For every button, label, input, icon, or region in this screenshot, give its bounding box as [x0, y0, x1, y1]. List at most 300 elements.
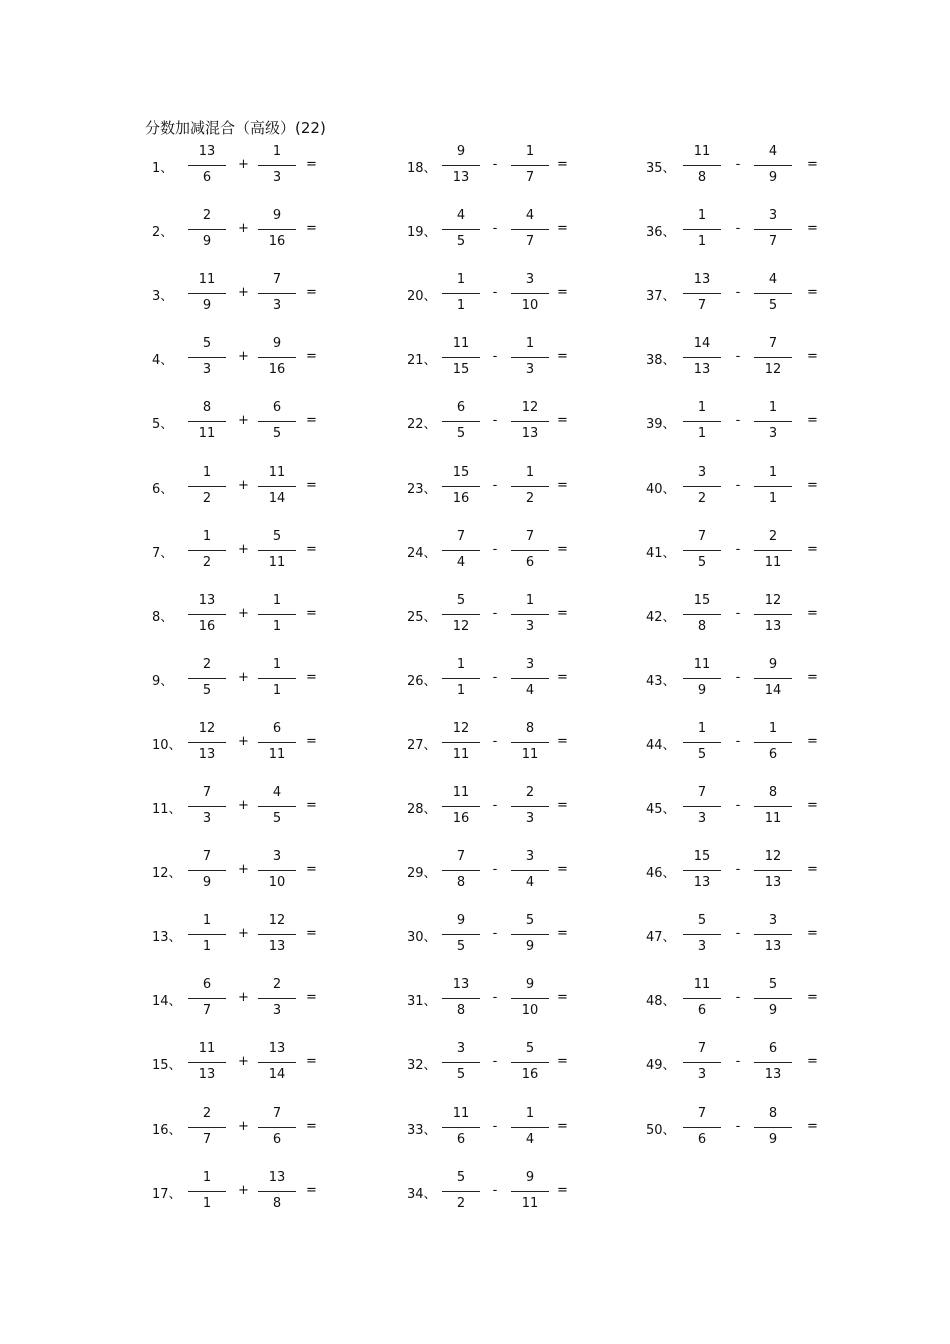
- denominator: 5: [272, 426, 282, 442]
- fraction-left: [683, 272, 721, 316]
- numerator: 6: [456, 400, 466, 416]
- problem-number: 10、: [152, 737, 182, 753]
- fraction-bar: [511, 293, 549, 294]
- fraction-bar: [442, 550, 480, 551]
- denominator: 6: [525, 554, 535, 570]
- denominator: 11: [198, 426, 216, 442]
- fraction-right: [754, 336, 792, 380]
- fraction-left: [683, 913, 721, 957]
- fraction-right: [754, 785, 792, 829]
- denominator: 7: [697, 298, 707, 314]
- equals-sign: =: [306, 605, 317, 621]
- fraction-left: [683, 657, 721, 701]
- fraction-right: [511, 144, 549, 188]
- numerator: 1: [202, 1169, 212, 1185]
- equals-sign: =: [557, 157, 568, 172]
- numerator: 12: [764, 592, 782, 608]
- denominator: 1: [202, 1195, 212, 1211]
- problem-row: [407, 208, 667, 252]
- fraction-right: [754, 849, 792, 893]
- denominator: 14: [764, 682, 782, 698]
- numerator: 15: [693, 592, 711, 608]
- numerator: 5: [768, 977, 778, 993]
- denominator: 7: [202, 1003, 212, 1019]
- fraction-bar: [754, 678, 792, 679]
- problem-number: 2、: [152, 225, 174, 241]
- denominator: 3: [768, 426, 778, 442]
- denominator: 4: [525, 1131, 535, 1147]
- denominator: 6: [768, 746, 778, 762]
- numerator: 9: [456, 144, 466, 159]
- equals-sign: =: [306, 1118, 317, 1134]
- fraction-left: [188, 1106, 226, 1150]
- equals-sign: =: [306, 221, 317, 237]
- denominator: 9: [768, 170, 778, 185]
- operator: -: [735, 349, 741, 365]
- fraction-bar: [511, 550, 549, 551]
- fraction-left: [442, 849, 480, 893]
- fraction-bar: [511, 614, 549, 615]
- problem-row: [152, 465, 412, 509]
- problem-row: [646, 785, 906, 829]
- denominator: 11: [521, 1195, 539, 1211]
- fraction-bar: [754, 550, 792, 551]
- fraction-bar: [442, 293, 480, 294]
- fraction-right: [511, 721, 549, 765]
- fraction-bar: [442, 165, 480, 166]
- numerator: 1: [697, 400, 707, 416]
- operator: -: [735, 733, 741, 749]
- problem-number: 3、: [152, 289, 174, 305]
- fraction-bar: [188, 550, 226, 551]
- fraction-left: [188, 913, 226, 957]
- equals-sign: =: [557, 1054, 568, 1070]
- denominator: 6: [272, 1131, 282, 1147]
- denominator: 11: [764, 811, 782, 826]
- problem-number: 31、: [407, 994, 437, 1010]
- problem-row: [646, 336, 906, 380]
- denominator: 16: [268, 362, 286, 378]
- fraction-left: [188, 849, 226, 893]
- problem-row: [407, 529, 667, 573]
- fraction-bar: [511, 806, 549, 807]
- fraction-left: [683, 1041, 721, 1085]
- problem-row: [152, 1170, 412, 1214]
- fraction-bar: [442, 742, 480, 743]
- fraction-bar: [754, 870, 792, 871]
- problem-number: 14、: [152, 994, 182, 1010]
- denominator: 2: [456, 1195, 466, 1211]
- problem-row: [152, 593, 412, 637]
- denominator: 5: [456, 426, 466, 442]
- numerator: 11: [693, 656, 711, 672]
- denominator: 8: [456, 875, 466, 891]
- fraction-bar: [754, 1127, 792, 1128]
- problem-row: [646, 272, 906, 316]
- denominator: 3: [272, 1003, 282, 1019]
- fraction-bar: [442, 1062, 480, 1063]
- problem-number: 40、: [646, 481, 676, 497]
- numerator: 7: [456, 849, 466, 865]
- numerator: 13: [198, 144, 216, 159]
- numerator: 1: [202, 913, 212, 929]
- operator: +: [238, 1182, 249, 1198]
- problem-number: 11、: [152, 802, 182, 817]
- denominator: 13: [764, 939, 782, 955]
- numerator: 13: [693, 272, 711, 288]
- problem-number: 45、: [646, 802, 676, 817]
- denominator: 4: [456, 554, 466, 570]
- numerator: 1: [202, 464, 212, 480]
- problem-row: [646, 400, 906, 444]
- equals-sign: =: [807, 477, 818, 493]
- fraction-right: [258, 144, 296, 188]
- problem-row: [646, 849, 906, 893]
- denominator: 3: [525, 362, 535, 378]
- fraction-bar: [258, 421, 296, 422]
- denominator: 3: [272, 170, 282, 185]
- fraction-bar: [754, 934, 792, 935]
- numerator: 7: [525, 528, 535, 544]
- fraction-right: [511, 272, 549, 316]
- numerator: 7: [697, 1041, 707, 1057]
- fraction-bar: [442, 806, 480, 807]
- fraction-right: [258, 272, 296, 316]
- fraction-bar: [442, 678, 480, 679]
- equals-sign: =: [807, 862, 818, 878]
- fraction-bar: [188, 1127, 226, 1128]
- numerator: 1: [272, 592, 282, 608]
- problem-number: 15、: [152, 1058, 182, 1074]
- numerator: 7: [697, 1105, 707, 1121]
- equals-sign: =: [807, 798, 818, 813]
- problem-row: [646, 977, 906, 1021]
- problem-row: [152, 1041, 412, 1085]
- problem-row: [407, 465, 667, 509]
- numerator: 9: [525, 1169, 535, 1185]
- numerator: 6: [272, 720, 282, 736]
- fraction-right: [511, 208, 549, 252]
- fraction-right: [258, 529, 296, 573]
- fraction-bar: [258, 486, 296, 487]
- numerator: 15: [693, 849, 711, 865]
- operator: -: [735, 541, 741, 557]
- problem-number: 25、: [407, 609, 437, 625]
- fraction-bar: [258, 1062, 296, 1063]
- fraction-right: [258, 849, 296, 893]
- fraction-bar: [511, 357, 549, 358]
- equals-sign: =: [807, 1054, 818, 1070]
- fraction-bar: [511, 678, 549, 679]
- fraction-left: [442, 465, 480, 509]
- denominator: 11: [764, 554, 782, 570]
- fraction-left: [442, 336, 480, 380]
- equals-sign: =: [306, 349, 317, 365]
- numerator: 8: [768, 785, 778, 800]
- fraction-bar: [188, 293, 226, 294]
- fraction-bar: [754, 1062, 792, 1063]
- problem-number: 5、: [152, 417, 174, 433]
- operator: +: [238, 926, 249, 942]
- fraction-bar: [683, 806, 721, 807]
- numerator: 11: [268, 464, 286, 480]
- fraction-right: [754, 977, 792, 1021]
- denominator: 3: [525, 811, 535, 826]
- numerator: 2: [202, 656, 212, 672]
- numerator: 1: [525, 336, 535, 352]
- denominator: 6: [456, 1131, 466, 1147]
- operator: +: [238, 157, 249, 172]
- problem-number: 30、: [407, 930, 437, 946]
- equals-sign: =: [557, 1182, 568, 1198]
- fraction-left: [442, 144, 480, 188]
- denominator: 4: [525, 875, 535, 891]
- fraction-left: [442, 1041, 480, 1085]
- numerator: 1: [525, 144, 535, 159]
- fraction-right: [258, 1170, 296, 1214]
- problem-number: 1、: [152, 161, 174, 176]
- equals-sign: =: [306, 477, 317, 493]
- denominator: 5: [272, 811, 282, 826]
- numerator: 7: [272, 272, 282, 288]
- problem-row: [152, 785, 412, 829]
- fraction-left: [442, 657, 480, 701]
- numerator: 4: [768, 272, 778, 288]
- operator: -: [492, 1118, 498, 1134]
- fraction-left: [188, 977, 226, 1021]
- fraction-bar: [258, 870, 296, 871]
- numerator: 11: [693, 977, 711, 993]
- numerator: 2: [202, 1105, 212, 1121]
- denominator: 2: [202, 490, 212, 506]
- denominator: 13: [764, 618, 782, 634]
- fraction-bar: [511, 998, 549, 999]
- fraction-bar: [683, 934, 721, 935]
- problem-number: 26、: [407, 673, 437, 689]
- equals-sign: =: [557, 221, 568, 237]
- operator: -: [492, 990, 498, 1006]
- numerator: 1: [272, 144, 282, 159]
- problem-number: 8、: [152, 609, 174, 625]
- numerator: 14: [693, 336, 711, 352]
- numerator: 7: [456, 528, 466, 544]
- denominator: 9: [202, 234, 212, 250]
- fraction-bar: [683, 998, 721, 999]
- fraction-bar: [258, 806, 296, 807]
- denominator: 11: [452, 746, 470, 762]
- fraction-bar: [754, 357, 792, 358]
- equals-sign: =: [807, 285, 818, 301]
- numerator: 8: [202, 400, 212, 416]
- operator: +: [238, 733, 249, 749]
- equals-sign: =: [807, 221, 818, 237]
- fraction-bar: [442, 486, 480, 487]
- fraction-bar: [754, 229, 792, 230]
- denominator: 7: [525, 170, 535, 185]
- fraction-bar: [258, 678, 296, 679]
- equals-sign: =: [306, 1182, 317, 1198]
- equals-sign: =: [557, 349, 568, 365]
- fraction-right: [754, 144, 792, 188]
- numerator: 1: [768, 720, 778, 736]
- page-title: 分数加减混合（高级）(22): [145, 119, 326, 137]
- fraction-bar: [754, 998, 792, 999]
- fraction-right: [754, 593, 792, 637]
- problem-number: 33、: [407, 1122, 437, 1138]
- equals-sign: =: [306, 926, 317, 942]
- numerator: 12: [452, 720, 470, 736]
- numerator: 1: [272, 656, 282, 672]
- numerator: 1: [697, 208, 707, 224]
- fraction-bar: [188, 486, 226, 487]
- equals-sign: =: [557, 669, 568, 685]
- equals-sign: =: [306, 798, 317, 813]
- denominator: 3: [697, 939, 707, 955]
- equals-sign: =: [557, 477, 568, 493]
- fraction-right: [511, 849, 549, 893]
- fraction-right: [511, 977, 549, 1021]
- operator: +: [238, 541, 249, 557]
- denominator: 7: [525, 234, 535, 250]
- fraction-bar: [511, 1127, 549, 1128]
- problem-number: 29、: [407, 866, 437, 882]
- numerator: 13: [452, 977, 470, 993]
- equals-sign: =: [306, 1054, 317, 1070]
- fraction-left: [442, 785, 480, 829]
- numerator: 3: [525, 272, 535, 288]
- fraction-left: [683, 1106, 721, 1150]
- numerator: 5: [525, 1041, 535, 1057]
- fraction-bar: [683, 870, 721, 871]
- fraction-bar: [511, 229, 549, 230]
- fraction-left: [683, 400, 721, 444]
- operator: -: [492, 285, 498, 301]
- fraction-bar: [754, 486, 792, 487]
- fraction-bar: [442, 229, 480, 230]
- operator: +: [238, 669, 249, 685]
- fraction-bar: [511, 486, 549, 487]
- fraction-bar: [683, 421, 721, 422]
- problem-number: 17、: [152, 1186, 182, 1202]
- denominator: 13: [693, 362, 711, 378]
- operator: +: [238, 798, 249, 813]
- numerator: 7: [768, 336, 778, 352]
- fraction-right: [754, 208, 792, 252]
- fraction-bar: [258, 934, 296, 935]
- numerator: 13: [198, 592, 216, 608]
- numerator: 12: [268, 913, 286, 929]
- numerator: 2: [202, 208, 212, 224]
- denominator: 5: [456, 234, 466, 250]
- operator: +: [238, 285, 249, 301]
- fraction-bar: [511, 870, 549, 871]
- fraction-bar: [188, 614, 226, 615]
- operator: -: [735, 285, 741, 301]
- fraction-bar: [442, 934, 480, 935]
- numerator: 3: [525, 656, 535, 672]
- problem-row: [152, 657, 412, 701]
- problem-row: [407, 1170, 667, 1214]
- numerator: 9: [768, 656, 778, 672]
- numerator: 1: [525, 1105, 535, 1121]
- problem-number: 24、: [407, 545, 437, 561]
- numerator: 13: [268, 1169, 286, 1185]
- equals-sign: =: [557, 862, 568, 878]
- fraction-bar: [188, 229, 226, 230]
- problem-number: 39、: [646, 417, 676, 433]
- equals-sign: =: [306, 990, 317, 1006]
- denominator: 3: [697, 811, 707, 826]
- problem-number: 42、: [646, 609, 676, 625]
- fraction-right: [258, 1106, 296, 1150]
- problem-row: [152, 849, 412, 893]
- problem-row: [152, 336, 412, 380]
- fraction-bar: [442, 1127, 480, 1128]
- fraction-right: [511, 1106, 549, 1150]
- fraction-bar: [754, 614, 792, 615]
- fraction-bar: [258, 1127, 296, 1128]
- fraction-left: [188, 144, 226, 188]
- problem-number: 21、: [407, 353, 437, 369]
- fraction-bar: [754, 742, 792, 743]
- equals-sign: =: [557, 285, 568, 301]
- fraction-left: [683, 144, 721, 188]
- fraction-bar: [442, 421, 480, 422]
- equals-sign: =: [557, 1118, 568, 1134]
- operator: -: [492, 669, 498, 685]
- problem-row: [646, 529, 906, 573]
- fraction-right: [258, 208, 296, 252]
- fraction-left: [683, 721, 721, 765]
- operator: -: [492, 605, 498, 621]
- problem-row: [646, 657, 906, 701]
- problem-row: [407, 336, 667, 380]
- fraction-bar: [511, 1191, 549, 1192]
- problem-number: 22、: [407, 417, 437, 433]
- denominator: 1: [456, 298, 466, 314]
- fraction-left: [442, 1170, 480, 1214]
- problem-number: 19、: [407, 225, 437, 241]
- fraction-right: [754, 529, 792, 573]
- fraction-right: [511, 785, 549, 829]
- fraction-left: [683, 336, 721, 380]
- denominator: 6: [202, 170, 212, 185]
- fraction-left: [188, 272, 226, 316]
- equals-sign: =: [807, 605, 818, 621]
- denominator: 9: [768, 1003, 778, 1019]
- fraction-bar: [683, 165, 721, 166]
- denominator: 2: [525, 490, 535, 506]
- numerator: 15: [452, 464, 470, 480]
- problem-number: 43、: [646, 673, 676, 689]
- denominator: 13: [521, 426, 539, 442]
- fraction-left: [683, 465, 721, 509]
- fraction-left: [442, 529, 480, 573]
- fraction-bar: [258, 293, 296, 294]
- numerator: 13: [268, 1041, 286, 1057]
- fraction-bar: [442, 357, 480, 358]
- denominator: 11: [521, 746, 539, 762]
- problem-row: [646, 1106, 906, 1150]
- fraction-right: [258, 913, 296, 957]
- fraction-bar: [442, 998, 480, 999]
- fraction-right: [754, 1041, 792, 1085]
- fraction-left: [188, 593, 226, 637]
- numerator: 3: [456, 1041, 466, 1057]
- problem-row: [407, 400, 667, 444]
- equals-sign: =: [807, 669, 818, 685]
- fraction-bar: [683, 678, 721, 679]
